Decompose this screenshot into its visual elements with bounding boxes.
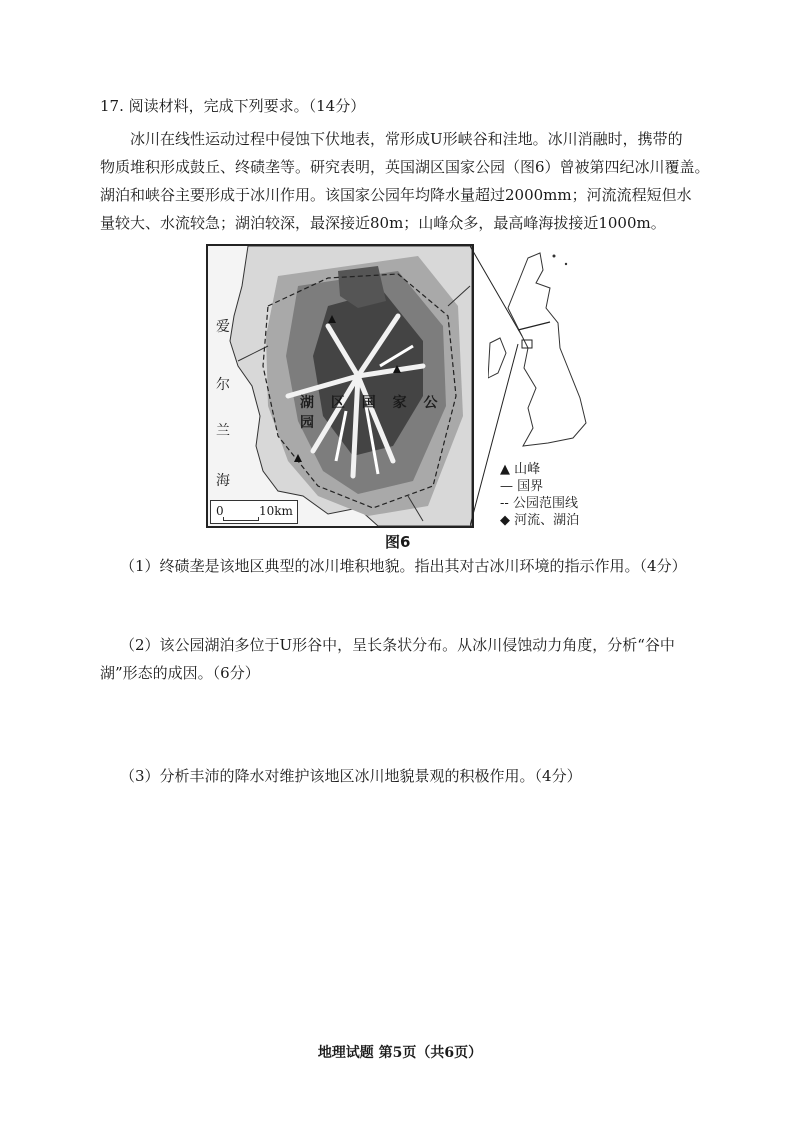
great-britain-outline (508, 253, 586, 446)
lake-icon: ◆ (500, 513, 510, 528)
question-2-line-1: （2）该公园湖泊多位于U形谷中，呈长条状分布。从冰川侵蚀动力角度，分析“谷中 (120, 636, 675, 654)
material-line-2: 物质堆积形成鼓丘、终碛垄等。研究表明，英国湖区国家公园（图6）曾被第四纪冰川覆盖。 (100, 158, 710, 176)
sea-label-4: 海 (216, 473, 230, 489)
page-footer: 地理试题 第5页（共6页） (317, 1045, 483, 1061)
park-label: 湖 区 国 家 公 园 (300, 395, 444, 431)
legend-border-label: 国界 (517, 479, 544, 494)
scale-label: 10km (259, 504, 293, 518)
legend-peak (500, 462, 540, 478)
material-line-1: 冰川在线性运动过程中侵蚀下伏地表，常形成U形峡谷和洼地。冰川消融时，携带的 (130, 130, 683, 148)
border-line (518, 322, 550, 330)
terrain-map (208, 246, 472, 526)
question-1: （1）终碛垄是该地区典型的冰川堆积地貌。指出其对古冰川环境的指示作用。（4分） (120, 557, 687, 575)
legend-park-label: 公园范围线 (512, 496, 578, 511)
legend-border (500, 479, 543, 495)
legend-park-boundary (500, 496, 578, 512)
ireland-outline (488, 338, 506, 378)
legend-rivers-label: 河流、湖泊 (514, 513, 580, 528)
border-line-icon: — (500, 479, 513, 494)
material-line-4: 量较大、水流较急；湖泊较深，最深接近80m；山峰众多，最高峰海拔接近1000m。 (100, 214, 666, 232)
figure-caption: 图6 (385, 533, 411, 551)
legend-peak-label: 山峰 (514, 462, 541, 477)
material-paragraph (100, 125, 710, 237)
sea-label-2: 尔 (216, 377, 230, 393)
scale-ruler (223, 517, 259, 521)
question-heading: 17. 阅读材料，完成下列要求。（14分） (100, 97, 366, 115)
sea-label-3: 兰 (216, 423, 230, 439)
lake-district-map (206, 244, 474, 528)
dashed-line-icon: -- (500, 496, 509, 511)
scale-zero: 0 (216, 504, 224, 518)
legend-rivers (500, 513, 579, 529)
material-line-3: 湖泊和峡谷主要形成于冰川作用。该国家公园年均降水量超过2000mm；河流流程短但水 (100, 186, 692, 204)
sea-label-1: 爱 (216, 319, 230, 335)
britain-inset-map (488, 248, 598, 463)
question-2-line-2: 湖”形态的成因。（6分） (100, 664, 260, 682)
question-3: （3）分析丰沛的降水对维护该地区冰川地貌景观的积极作用。（4分） (120, 767, 582, 785)
scale-bar (210, 500, 298, 524)
peak-icon: ▲ (500, 462, 510, 477)
